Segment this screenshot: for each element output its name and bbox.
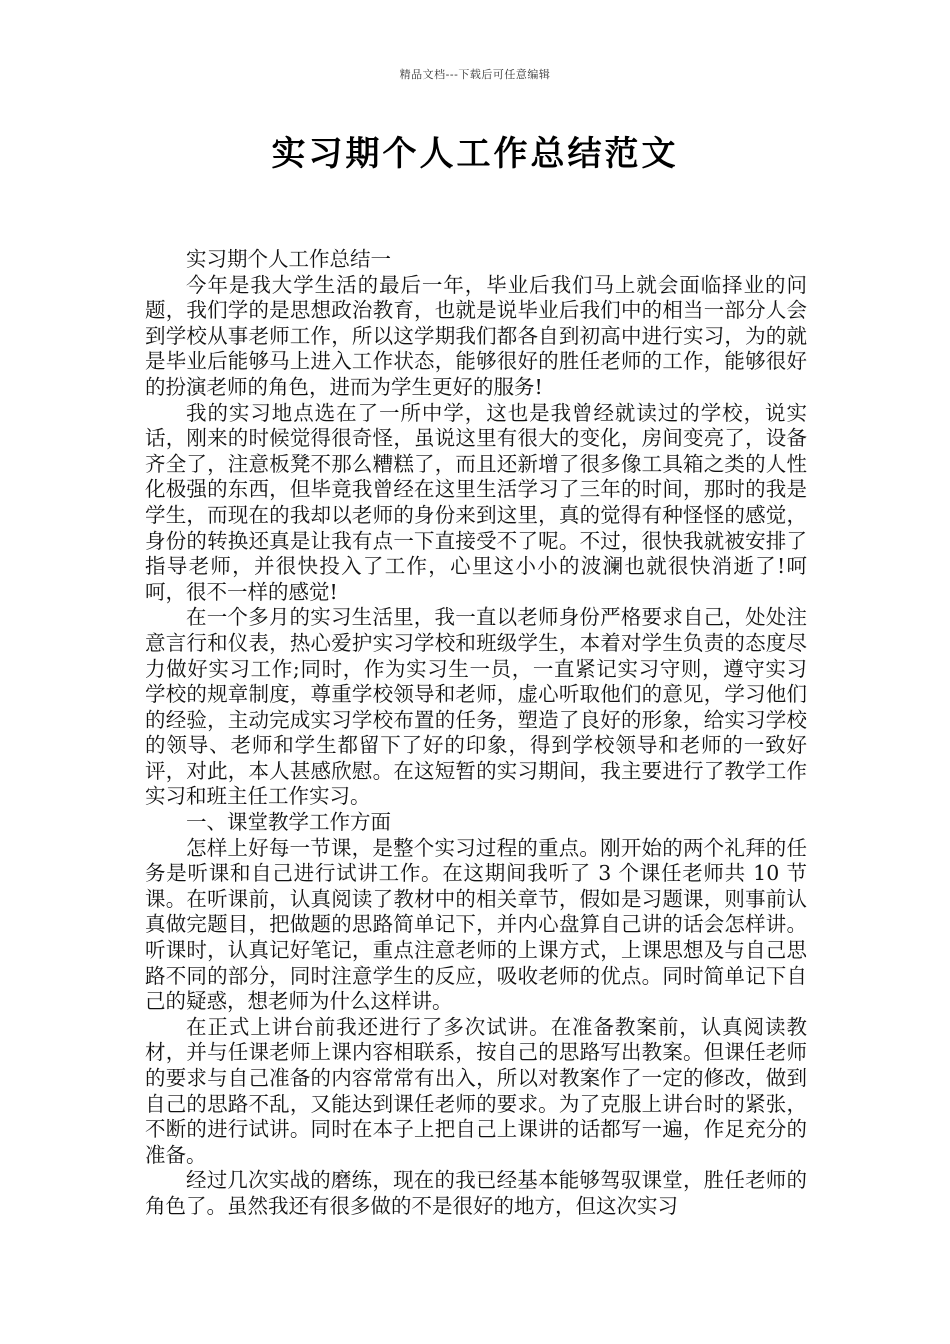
paragraph: 怎样上好每一节课，是整个实习过程的重点。刚开始的两个礼拜的任务是听课和自己进行试讲工作。在这期间我听了 3 个课任老师共 10 节课。在听课前，认真阅读了教材中的相关章节，假如是习题课，则事前认真做完题目，把做题的思路简单记下，并内心盘算自己讲的话会怎样讲。听课时，认真记好笔记，重点注意老师的上课方式，上课思想及与自己思路不同的部分，同时注意学生的反应，吸收老师的优点。同时简单记下自己的疑惑，想老师为什么这样讲。 <box>145 835 807 1014</box>
paragraph: 在一个多月的实习生活里，我一直以老师身份严格要求自己，处处注意言行和仪表，热心爱护实习学校和班级学生，本着对学生负责的态度尽力做好实习工作;同时，作为实习生一员，一直紧记实习守则，遵守实习学校的规章制度，尊重学校领导和老师，虚心听取他们的意见，学习他们的经验，主动完成实习学校布置的任务，塑造了良好的形象，给实习学校的领导、老师和学生都留下了好的印象，得到学校领导和老师的一致好评，对此，本人甚感欣慰。在这短暂的实习期间，我主要进行了教学工作实习和班主任工作实习。 <box>145 605 807 809</box>
document-title: 实习期个人工作总结范文 <box>271 134 679 174</box>
paragraph: 今年是我大学生活的最后一年，毕业后我们马上就会面临择业的问题，我们学的是思想政治教育，也就是说毕业后我们中的相当一部分人会到学校从事老师工作，所以这学期我们都各自到初高中进行实习，为的就是毕业后能够马上进入工作状态，能够很好的胜任老师的工作，能够很好的扮演老师的角色，进而为学生更好的服务! <box>145 272 807 399</box>
paragraph: 经过几次实战的磨练，现在的我已经基本能够驾驭课堂，胜任老师的角色了。虽然我还有很多做的不是很好的地方，但这次实习 <box>145 1168 807 1218</box>
paragraph: 在正式上讲台前我还进行了多次试讲。在准备教案前，认真阅读教材，并与任课老师上课内容相联系，按自己的思路写出教案。但课任老师的要求与自己准备的内容常常有出入，所以对教案作了一定的修改，做到自己的思路不乱，又能达到课任老师的要求。为了克服上讲台时的紧张，不断的进行试讲。同时在本子上把自己上课讲的话都写一遍，作足充分的准备。 <box>145 1014 807 1167</box>
document-body <box>145 247 807 1220</box>
paragraph: 我的实习地点选在了一所中学，这也是我曾经就读过的学校，说实话，刚来的时候觉得很奇怪，虽说这里有很大的变化，房间变亮了，设备齐全了，注意板凳不那么糟糕了，而且还新增了很多像工具箱之类的人性化极强的东西，但毕竟我曾经在这里生活学习了三年的时间，那时的我是学生，而现在的我却以老师的身份来到这里，真的觉得有种怪怪的感觉，身份的转换还真是让我有点一下直接受不了呢。不过，很快我就被安排了指导老师，并很快投入了工作，心里这小小的波澜也就很快消逝了!呵呵，很不一样的感觉! <box>145 400 807 604</box>
header-note: 精品文档---下载后可任意编辑 <box>399 68 551 81</box>
section-heading-summary-one: 实习期个人工作总结一 <box>186 247 391 271</box>
section-heading-classroom-teaching: 一、课堂教学工作方面 <box>186 810 391 835</box>
